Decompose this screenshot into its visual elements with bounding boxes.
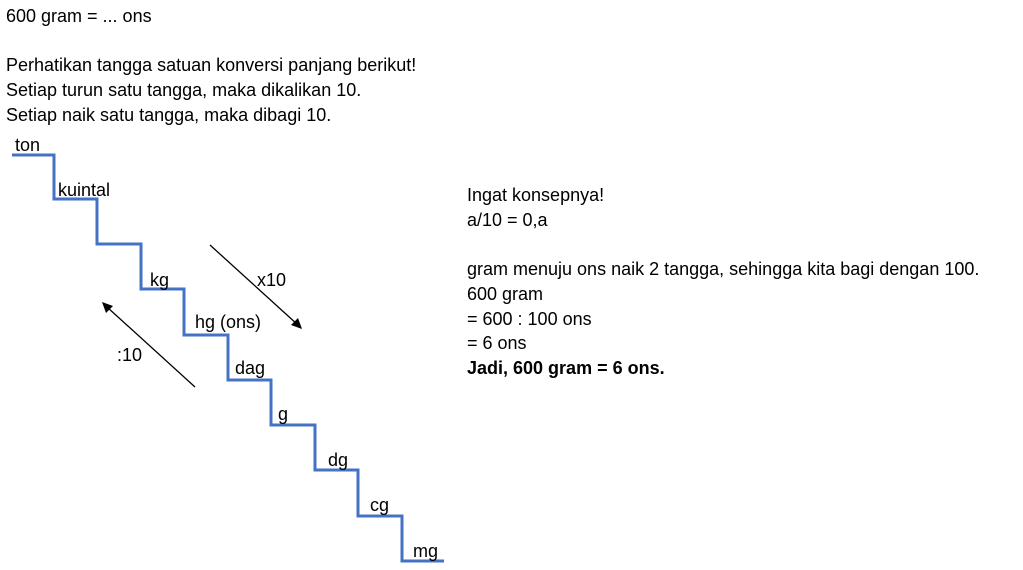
concept-heading: Ingat konsepnya! [467,185,605,205]
step-label-dg: dg [328,450,349,470]
divide-label: :10 [117,345,143,365]
step-label-kuintal: kuintal [58,180,111,200]
step-label-mg: mg [413,541,439,561]
intro-line-2: Setiap turun satu tangga, maka dikalikan 10. [6,80,362,100]
intro-line-1: Perhatikan tangga satuan konversi panjang berikut! [6,55,417,75]
step-label-hg: hg (ons) [195,312,262,332]
intro-line-3: Setiap naik satu tangga, maka dibagi 10. [6,105,332,125]
multiply-label: x10 [257,270,287,290]
explanation-line-2: 600 gram [467,284,544,304]
step-label-ton: ton [15,135,41,155]
explanation-line-1: gram menuju ons naik 2 tangga, sehingga kita bagi dengan 100. [467,259,980,279]
step-label-kg: kg [150,270,170,290]
step-label-g: g [278,404,289,424]
step-label-cg: cg [370,495,390,515]
concept-formula: a/10 = 0,a [467,210,548,230]
explanation-line-4: = 6 ons [467,333,527,353]
question-text: 600 gram = ... ons [6,6,152,26]
step-label-dag: dag [235,358,266,378]
explanation-line-3: = 600 : 100 ons [467,309,592,329]
conclusion-text: Jadi, 600 gram = 6 ons. [467,358,665,378]
